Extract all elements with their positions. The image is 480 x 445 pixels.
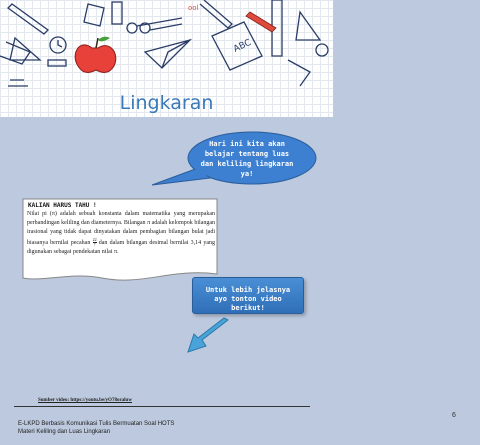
header-banner (0, 0, 333, 117)
page-number: 6 (452, 412, 456, 419)
pencil-icon (8, 4, 48, 34)
pi-fraction (93, 238, 97, 247)
fraction-numerator: 22 (92, 236, 97, 242)
note-heading: KALIAN HARUS TAHU ! (28, 202, 97, 209)
footer-subtitle: Materi Keliling dan Luas Lingkaran (18, 429, 111, 435)
paper-plane-icon (145, 40, 190, 68)
note-body (27, 210, 215, 257)
info-note (22, 198, 218, 282)
fraction-denominator: 7 (93, 241, 96, 247)
abc-book-label: ABC (232, 37, 254, 55)
arrow-down-left-icon (182, 316, 234, 360)
note-body-text: Nilai pi (π) adalah sebuah konstanta dalam matematika yang merupakan perbandingan keliling dan diameternya. Bilangan π adalah kelompok bilangan irasional yang tidak dapat dinyatakan dalam pembagian bilangan bulat jadi biasanya bernilai pecahan (27, 211, 215, 246)
video-callout-box (192, 277, 304, 314)
video-callout-text: Untuk lebih jelasnya ayo tonton video berikut! (205, 286, 291, 312)
video-source-link[interactable]: Sumber video: https://youtu.be/yO78oraluw (38, 398, 132, 403)
school-tag-text: ool (188, 4, 199, 12)
speech-bubble-text: Hari ini kita akan belajar tentang luas dan keliling lingkaran ya! (200, 140, 294, 178)
note-body-text-continued: dan dalam bilangan desimal bernilai 3,14 yang digunakan sebagai pendekatan nilai π. (27, 239, 216, 255)
footer-title: E-LKPD Berbasis Komunikasi Tulis Bermuatan Soal HOTS (18, 421, 175, 427)
page-title: Lingkaran (119, 92, 214, 114)
scissors-icon (127, 23, 137, 33)
apple-icon (75, 37, 116, 73)
footer-divider (14, 406, 310, 407)
